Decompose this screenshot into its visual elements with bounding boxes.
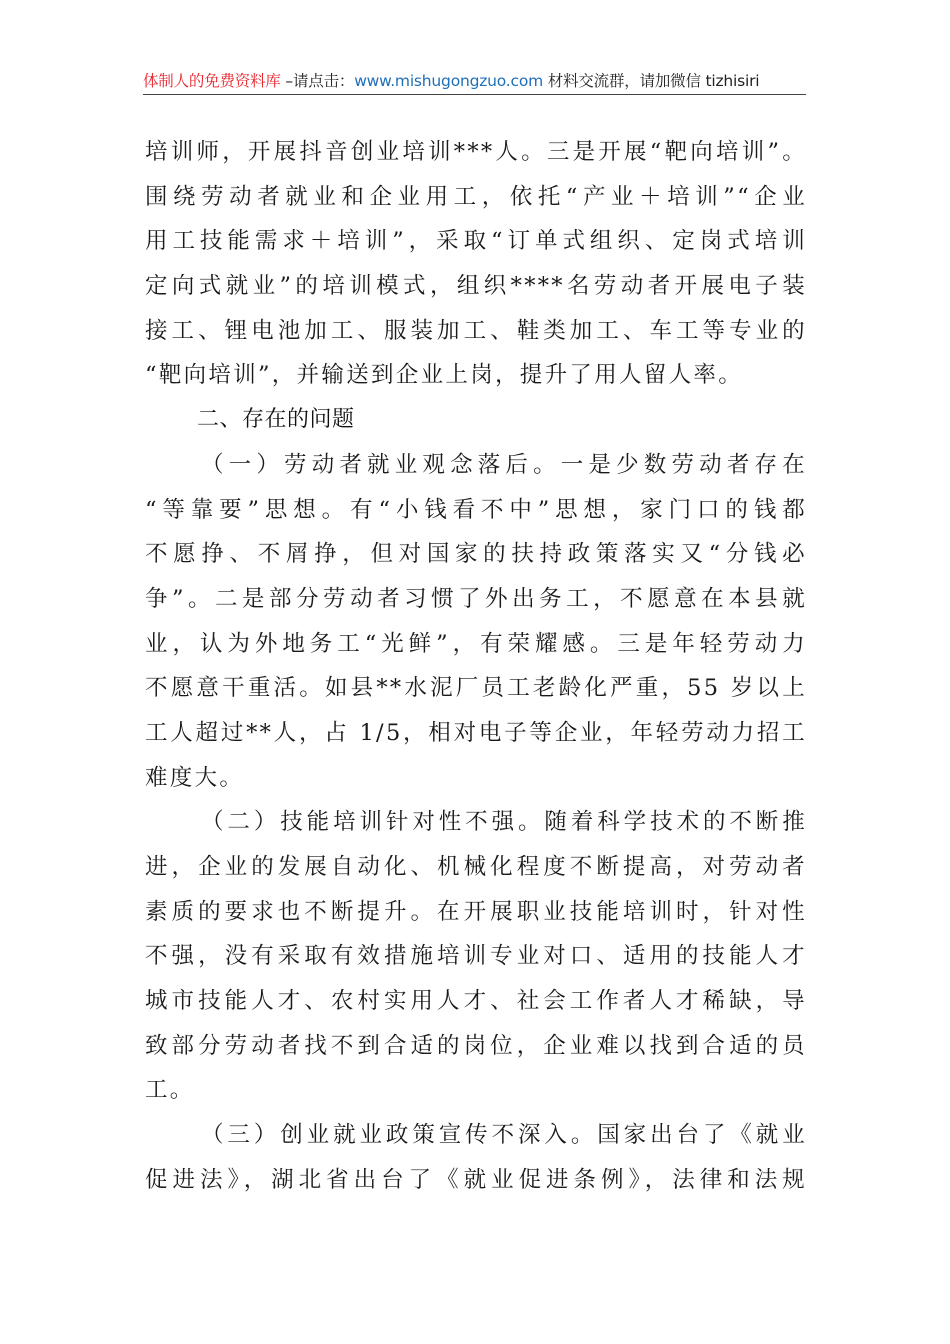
text-line: 工。 [145,1077,195,1104]
text-line: 培训师，开展抖音创业培训***人。三是开展“靶向培训”。 [145,139,807,165]
issue-paragraph-2 [145,800,807,1113]
header-divider [143,94,806,95]
text-line: “靶向培训”，并输送到企业上岗，提升了用人留人率。 [145,362,744,389]
text-line: 进，企业的发展自动化、机械化程度不断提高，对劳动者 [145,854,807,880]
paragraph-continued [145,130,807,398]
text-line: 城市技能人才、农村实用人才、社会工作者人才稀缺，导 [145,988,807,1015]
text-line: 用工技能需求＋培训”，采取“订单式组织、定岗式培训 [145,228,807,255]
header-link[interactable]: www.mishugongzuo.com [354,72,544,90]
text-line: 工人超过**人，占 1/5，相对电子等企业，年轻劳动力招工 [145,719,807,746]
text-line: 接工、锂电池加工、服装加工、鞋类加工、车工等专业的 [145,317,807,344]
text-line: 定向式就业”的培训模式，组织****名劳动者开展电子装 [145,273,807,300]
text-line: 致部分劳动者找不到合适的岗位，企业难以找到合适的员 [145,1032,807,1059]
issue-paragraph-3 [145,1113,807,1202]
text-line: 素质的要求也不断提升。在开展职业技能培训时，针对性 [145,898,807,925]
text-line: （三）创业就业政策宣传不深入。国家出台了《就业 [201,1122,807,1149]
text-line: 围绕劳动者就业和企业用工，依托“产业＋培训”“企业 [145,183,807,210]
text-line: 难度大。 [145,764,245,791]
text-line: 不愿意干重活。如县**水泥厂员工老龄化严重，55 岁以上 [145,675,807,702]
text-line: 争”。二是部分劳动者习惯了外出务工，不愿意在本县就 [145,585,807,612]
document-body [145,130,807,1203]
page-header-banner [143,70,806,94]
text-line: 不愿挣、不屑挣，但对国家的扶持政策落实又“分钱必 [145,541,807,568]
issue-paragraph-1 [145,443,807,801]
text-line: （二）技能培训针对性不强。随着科学技术的不断推 [201,809,807,836]
header-contact: 材料交流群，请加微信 tizhisiri [543,72,760,90]
text-line: 不强，没有采取有效措施培训专业对口、适用的技能人才 [145,943,807,970]
header-prompt: –请点击： [280,72,355,90]
text-line: “等靠要”思想。有“小钱看不中”思想，家门口的钱都 [145,496,807,523]
text-line: 促进法》，湖北省出台了《就业促进条例》，法律和法规 [145,1166,807,1193]
header-brand: 体制人的免费资料库 [143,72,281,90]
section-heading: 二、存在的问题 [197,407,355,433]
text-line: （一）劳动者就业观念落后。一是少数劳动者存在 [201,451,807,478]
text-line: 业，认为外地务工“光鲜”，有荣耀感。三是年轻劳动力 [145,630,807,657]
